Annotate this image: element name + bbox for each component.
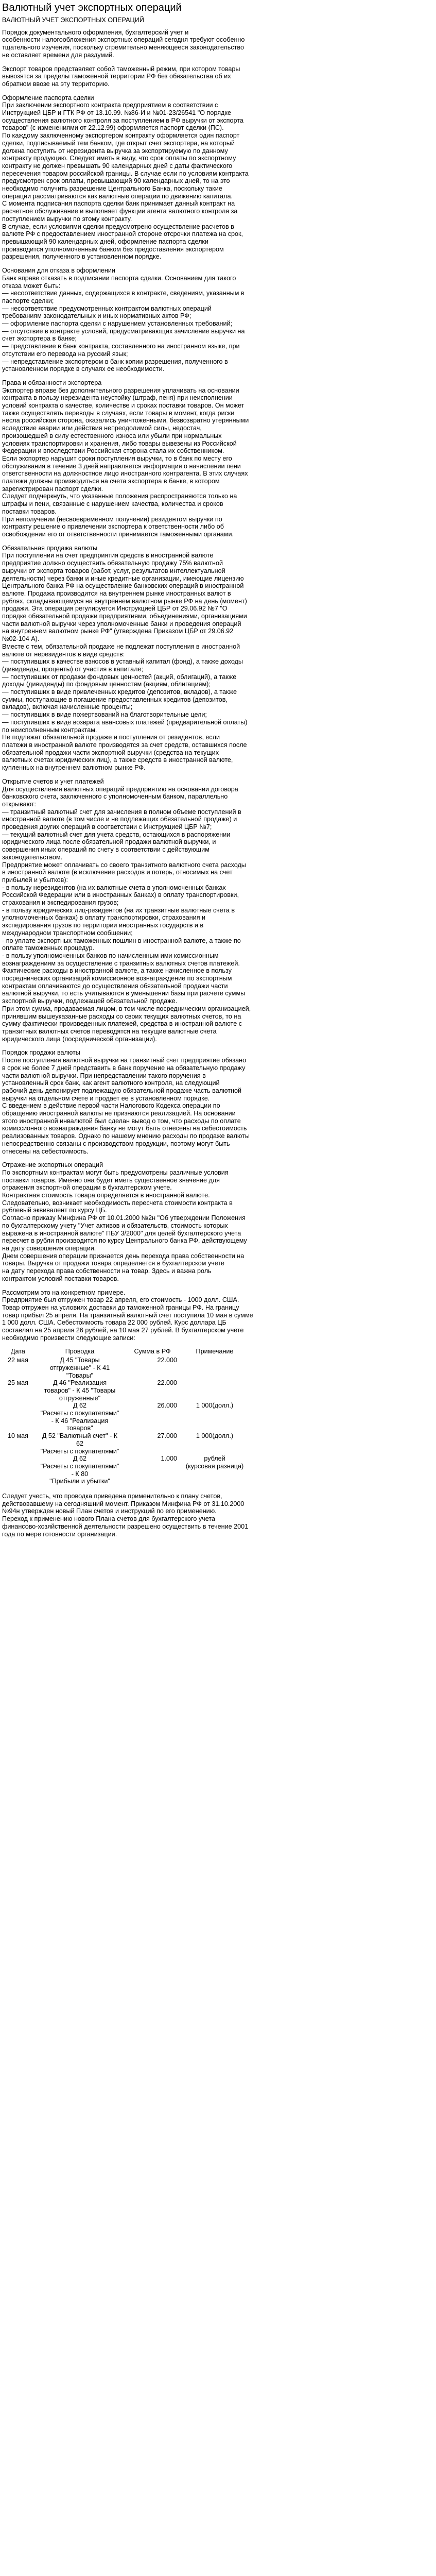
text-line: обратном ввозе на эту территорию. [2,80,110,88]
page-subtitle: ВАЛЮТНЫЙ УЧЕТ ЭКСПОРТНЫХ ОПЕРАЦИЙ [2,16,144,24]
text-line: контрактом условий поставки товаров. [2,1275,119,1282]
entry-sum: 22.000 [157,1357,177,1364]
text-line: сделки, подписываемый тем банком, где открыт счет экспортера, на который [2,139,235,147]
text-line: контракту продукцию. Следует иметь в виду, что срок оплаты по экспортному [2,155,236,162]
text-line: должна поступить от нерезидента выручка за экспортируемую по данному [2,147,228,155]
paragraph [2,65,433,88]
text-line: валюте от нерезидентов в виде средств: [2,650,125,658]
text-line: Экспорт товаров представляет собой таможенный режим, при котором товары [2,65,240,73]
text-line: на внутреннем валютном рынке РФ" (утверждена Приказом ЦБР от 29.06.92 [2,628,234,635]
text-line: — несоответствие данных, содержащихся в контракте, сведениям, указанным в [2,290,245,297]
posting-line: Д 62 [73,1402,87,1410]
entry-posting [34,1455,126,1485]
text-line: Следовательно, возникает необходимость пересчета стоимости контракта в [2,1199,233,1207]
posting-line: "Товары" [66,1371,94,1379]
text-line: — поступивших в виде пожертвований на благотворительные цели; [2,711,207,719]
text-line: отнесены на себестоимость. [2,1147,89,1155]
text-line: Предприятие был отгружен товар 22 апреля, его стоимость - 1000 долл. США. [2,1296,239,1304]
text-line: валютных счетах юридических лиц), а также средств в иностранной валюте, [2,756,233,764]
text-line: контрактам оплачиваются до осуществления обязательной продажи части [2,982,228,990]
paragraph [2,1049,433,1155]
text-line: Основания для отказа в оформлении [2,267,115,275]
paragraph [2,29,433,59]
text-line: особенности налогообложения экспортных операций сегодня требуют особенно [2,36,245,44]
entry-date [2,1455,34,1485]
text-line: — поступивших в виде возврата авансовых платежей (предварительной оплаты) [2,718,248,726]
posting-line: отгруженные" [59,1394,101,1402]
paragraph [2,267,433,373]
text-line: №94н утвержден новый План счетов и инструкций по его применению. [2,1507,217,1515]
text-line: обслуживания в течение 3 дней направляется информация о начислении пени [2,462,241,470]
paragraph [2,1161,433,1282]
entry-sum: 26.000 [157,1402,177,1410]
text-line: (дивиденды, проценты) от участия в капитале; [2,665,143,673]
entry-date: 10 мая [8,1432,28,1440]
posting-line: "Расчеты с покупателями" [40,1462,119,1470]
text-line: прибылей и убытков): [2,876,68,884]
text-line: составлял на 25 апреля 26 рублей, на 10 мая 27 рублей. В бухгалтерском учете [2,1327,244,1334]
text-line: не оставляет времени для раздумий. [2,51,114,59]
paragraph [2,94,433,261]
text-line: — непредставление экспортером в банк копии разрешения, полученного в [2,358,228,365]
text-line: - в пользу уполномоченных банков по начисленным ими комиссионным [2,952,219,959]
text-line: Российской Федерации или в иностранных банках) в оплату транспортировки, [2,891,239,899]
text-line: действовавшему на сегодняшний момент. Приказом Минфина РФ от 31.10.2000 [2,1500,245,1507]
text-line: проведения других операций в соответствии с Инструкцией ЦБР №7; [2,823,212,831]
posting-line: Д 45 "Товары [60,1357,100,1364]
text-line: Рассмотрим это на конкретном примере. [2,1289,126,1296]
posting-line: товаров" [66,1425,93,1432]
text-line: юридического лица (посреднической организации). [2,1035,157,1043]
entry-date [2,1402,34,1432]
text-line: деятельности) через банки и иные кредитные организации, имеющие лицензию [2,574,244,582]
text-line: на дату совершения операции. [2,1244,96,1252]
posting-line: - К 80 [71,1470,89,1478]
text-line: Не подлежат обязательной продаже и поступления от резидентов, если [2,734,220,741]
text-line: платежи должны производиться на счета экспортера в банке, в котором [2,478,220,485]
text-line: Следует учесть, что проводка приведена применительно к плану счетов, [2,1493,222,1500]
entry-posting [34,1432,126,1455]
text-line: Для осуществления валютных операций предприятию на основании договора [2,785,238,793]
paragraph [2,1289,433,1342]
column-header-date: Дата [11,1348,25,1355]
text-line: в срок не более 7 дней представить в банк поручение на обязательную продажу [2,1064,246,1072]
table-row [2,1357,250,1379]
text-line: открывают: [2,800,37,808]
text-line: реализованных товаров. Однако по нашему мнению расходы по продаже валюты [2,1132,250,1140]
text-line: — транзитный валютный счет для зачисления в полном объеме поступлений в [2,808,241,816]
text-line: Предприятие может оплачивать со своего транзитного валютного счета расходы [2,861,246,869]
text-line: — поступивших в виде привлеченных кредитов (депозитов, вкладов), а также [2,688,237,696]
text-line: года по мере готовности организации. [2,1530,117,1538]
text-line: предприятие должно осуществить обязательную продажу 75% валютной [2,560,223,567]
entry-sum: 1.000 [161,1455,177,1463]
text-line: совершения иных операций по счету в соответствии с действующим [2,846,210,854]
entry-note [179,1455,250,1485]
text-line: - в пользу юридических лиц-резидентов (на их транзитные валютные счета в [2,906,235,914]
text-line: продажи. Эта операция регулируется Инструкцией ЦБР от 29.06.92 №7 "О [2,605,228,613]
text-line: товар прибыл 25 апреля. На транзитный валютный счет поступила 10 мая в сумме [2,1311,253,1319]
text-line: зарегистрирован паспорт сделки. [2,485,103,493]
text-line: банковского счета, заключенного с уполномоченным банком, параллельно [2,793,228,801]
text-line: — представление в банк контракта, составленного на иностранном языке, при [2,343,240,350]
text-line: При неполучении (несвоевременном получении) резидентом выручки по [2,515,222,523]
table-row [2,1432,250,1455]
text-line: — поступивших от продажи фондовых ценностей (акций, облигаций), а также [2,673,237,681]
text-line: Оформление паспорта сделки [2,94,94,101]
text-line: предусмотрен срок оплаты, превышающий 90 календарных дней, то на это [2,177,230,185]
text-line: штрафы и пени, связанные с нарушением качества, количества и сроков [2,500,223,508]
table-body [2,1357,250,1485]
text-line: С введением в действие первой части Налогового Кодекса операции по [2,1102,220,1110]
text-line: поступлением выручки по этому контракту. [2,215,132,223]
text-line: необходимо произвести следующие записи: [2,1334,135,1342]
text-line: разрешения, полученного в установленном порядке. [2,253,162,261]
text-line: рублях, складывающемуся на внутреннем валютном рынке РФ на день (момент) [2,597,247,605]
posting-line: отгруженные" - К 41 [49,1364,110,1371]
text-line: Переход к применению нового Плана счетов для бухгалтерского учета [2,1515,215,1523]
posting-line: "Прибыли и убытки" [49,1478,110,1485]
text-line: превышающий 90 календарных дней, оформление паспорта сделки [2,238,208,245]
entry-note [179,1357,250,1379]
text-line: также осуществлять переводы в случаях, если товары в момент, когда риски [2,409,235,417]
text-line: по неисполненным контрактам. [2,726,97,734]
text-line: По каждому заключенному экспортером контракту оформляется один паспорт [2,132,240,140]
text-line: по бухгалтерскому учету "Учет активов и обязательств, стоимость которых [2,1222,228,1229]
text-line: паспорте сделки; [2,297,54,304]
text-line: порядке обязательной продажи предприятиями, объединениями, организациями [2,613,247,620]
text-line: суммы, поступающие в погашение предоставленных кредитов (депозитов, [2,696,228,703]
text-line: выражена в иностранной валюте" ПБУ 3/2000" для целей бухгалтерского учета [2,1229,241,1237]
text-line: Федерации и впоследствии Российская сторона стала их собственником. [2,447,224,455]
entry-note [179,1432,250,1455]
text-line: счет экспортера в банке; [2,335,77,343]
text-line: валютной выручки, то есть учитываются в уменьшении базы при расчете суммы [2,990,246,997]
entry-posting [34,1402,126,1432]
text-line: освобождении его от ответственности принимается таможенными органами. [2,531,234,538]
table-row [2,1455,250,1485]
text-line: необходимо получить разрешение Центрального Банка, поскольку такие [2,185,222,193]
text-line: производится уполномоченным банком без предоставления экспортером [2,245,224,253]
text-line: При этом сумма, продаваемая лицом, в том числе посредническим организацией, [2,1005,251,1012]
text-line: рублевый эквивалент по курсу ЦБ. [2,1207,107,1214]
text-line: юридического лица после обязательной продажи валютной выручки, и [2,838,216,846]
paragraph [2,545,433,772]
text-line: законодательством. [2,853,63,861]
table-row [2,1402,250,1432]
text-line: рабочий день депонирует подлежащую обязательной продаже часть валютной [2,1087,241,1094]
text-line: вкладов), включая начисленные проценты; [2,703,133,711]
text-line: принявшим вышеуказанные расходы со своих текущих валютных счетов, то на [2,1012,241,1020]
text-line: Отражение экспортных операций [2,1161,103,1169]
text-line: на дату перехода права собственности на товар. Здесь и важна роль [2,1267,212,1275]
text-line: условий контракта о качестве, количестве и сроках поставки товаров. Он может [2,402,245,410]
text-line: экспедирования грузов по территории иностранных государств и в [2,922,204,929]
text-line: вознаграждениям за осуществление с транзитных валютных счетов платежей. [2,959,240,967]
posting-line: 62 [76,1439,83,1447]
text-line: отказа может быть: [2,282,61,290]
text-line: экспортной выручки, подлежащей обязательной продаже. [2,997,178,1005]
text-line: — отсутствие в контракте условий, предусматривающих зачисление выручки на [2,327,245,335]
text-line: установленный срок банк, как агент валютного контроля, на следующий [2,1079,220,1087]
text-line: пересечения товаром российской границы. В случае если по условиям контракта [2,170,249,177]
page-title: Валютный учет экспортных операций [2,2,182,13]
text-line: Если экспортер нарушит сроки поступления выручки, то в банк по месту его [2,454,232,462]
posting-line: Д 46 "Реализация [53,1379,107,1387]
note-line: 1 000(долл.) [196,1402,234,1410]
text-line: контракту не должен превышать 90 календарных дней с даты фактического [2,162,233,170]
text-line: отражения экспортной операции в бухгалтерском учете. [2,1184,172,1192]
text-line: уполномоченных банках) в оплату транспортировки, страхования и [2,914,206,922]
text-line: требованиям законодательных и иных нормативных актов РФ; [2,312,191,320]
note-line: 1 000(долл.) [196,1432,234,1440]
text-line: вывозятся за пределы таможенной территории РФ без обязательства об их [2,73,231,80]
text-line: расчетное обслуживание и выполняет функции агента валютного контроля за [2,208,238,215]
text-line: установленном порядке в случаях ее необходимости. [2,365,164,373]
text-line: Фактические расходы в иностранной валюте, а также начисленное в пользу [2,967,232,975]
note-line: (курсовая разница) [185,1462,244,1470]
entry-note [179,1402,250,1432]
closing-paragraph [2,1493,433,1538]
text-line: комиссионного вознаграждения банку не могут быть отнесены на себестоимость [2,1125,247,1132]
text-line: ответственности на должностное лицо иностранного контрагента. В этих случаях [2,470,248,478]
text-line: валюте РФ с предоставлением иностранной стороне отсрочки платежа на срок, [2,230,243,238]
text-line: Порядок документального оформления, бухгалтерский учет и [2,28,189,36]
text-line: Согласно приказу Минфина РФ от 10.01.2000 №2н "Об утверждении Положения [2,1214,246,1222]
text-line: условиях транспортировки и хранения, либо товары вывезены из Российской [2,439,237,447]
posting-line: "Расчеты с покупателями" [40,1410,119,1417]
text-line: непосредственно связаны с производством продукции, поэтому могут быть [2,1140,230,1147]
text-line: С момента подписания паспорта сделки банк принимает данный контракт на [2,200,235,208]
text-line: — текущий валютный счет для учета средств, остающихся в распоряжении [2,831,231,838]
column-header-sum: Сумма в РФ [134,1348,171,1355]
text-line: вследствие аварии или действия непреодолимой силы, недостач, [2,425,202,432]
text-line: Экспортер вправе без дополнительного разрешения уплачивать на основании [2,386,239,394]
table-header-row [2,1348,250,1357]
posting-line: Д 52 "Валютный счет" - К [42,1432,118,1440]
entry-date: 22 мая [8,1357,28,1364]
entry-posting [34,1379,126,1402]
text-line: несла российская сторона, оказались уничтоженными, безвозвратно утерянными [2,417,249,425]
text-line: Днем совершения операции признается день перехода права собственности на [2,1252,245,1260]
text-line: пересчет в рубли производится по курсу Центрального банка РФ, действующему [2,1237,247,1245]
text-line: посреднических организаций комиссионное вознаграждение по экспортным [2,975,232,982]
text-line: отсутствии его перевода на русский язык; [2,350,128,358]
text-line: поставки товаров. [2,507,57,515]
text-line: товары. Выручка от продажи товара определяется в бухгалтерском учете [2,1260,224,1267]
text-line: части валютной выручки через уполномоченные банки и проведения операций [2,620,241,628]
text-line: - по уплате экспортных таможенных пошлин в иностранной валюте, а также по [2,937,241,944]
text-line: финансово-хозяйственной деятельности разрешено осуществить в течение 2001 [2,1522,249,1530]
column-header-entry: Проводка [65,1348,95,1355]
text-line: поставки товаров. Именно она будет иметь существенное значение для [2,1176,220,1184]
text-line: Обязательная продажа валюты [2,544,98,552]
entry-posting [34,1357,126,1379]
text-line: Следует подчеркнуть, что указанные положения распространяются только на [2,493,237,500]
text-line: При заключении экспортного контракта предприятием в соответствии с [2,101,218,109]
text-line: в иностранной валюте (в исключение расходов и потерь, относимых на счет [2,869,233,876]
text-line: — несоответствие предусмотренных контрактом валютных операций [2,304,212,312]
entry-sum: 27.000 [157,1432,177,1440]
text-line: Контрактная стоимость товара определяется в иностранной валюте. [2,1192,210,1199]
paragraph [2,379,433,538]
text-line: Товар отгружен на условиях доставки до таможенной границы РФ. На границу [2,1303,239,1311]
text-line: международном транспортном сообщении; [2,929,133,937]
text-line: Права и обязанности экспортера [2,379,102,386]
paragraph [2,778,433,1043]
table-row [2,1379,250,1402]
text-line: купленных на внутреннем валютном рынке РФ. [2,764,146,772]
text-line: иностранной валюте (в том числе и не подлежащих обязательной продаже) и [2,816,237,823]
text-line: этого иностранной инвалютой был сделан вывод о том, что расходы по оплате [2,1117,241,1125]
entry-note [179,1379,250,1402]
text-line: Порядок продажи валюты [2,1049,80,1057]
posting-line: товаров" - К 45 "Товары [44,1386,116,1394]
text-line: платежи в иностранной валюте производятся за счет средств, оставшихся после [2,741,247,749]
note-line: рублей [204,1455,225,1463]
text-line: тщательного изучения, поскольку стремительно меняющееся законодательство [2,44,244,52]
text-line: выручки от экспорта товаров (работ, услуг, результатов интеллектуальной [2,567,225,574]
text-line: части валютной выручки. При непредставлении такого поручения в [2,1072,206,1079]
text-line: 1 000 долл. США. Себестоимость товара 22 000 рублей. Курс доллара ЦБ [2,1319,226,1327]
column-header-note: Примечание [196,1348,234,1355]
text-line: Открытие счетов и учет платежей [2,777,104,785]
text-line: №02-104 А). [2,635,40,643]
text-line: транзитных валютных счетов переводятся на текущие валютные счета [2,1028,217,1035]
text-line: — оформление паспорта сделки с нарушением установленных требований; [2,320,233,328]
entry-sum: 22.000 [157,1379,177,1387]
posting-line: "Расчеты с покупателями" [40,1447,119,1455]
text-line: - в пользу нерезидентов (на их валютные счета в уполномоченных банках [2,884,226,891]
text-line: По экспортным контрактам могут быть предусмотрены различные условия [2,1168,229,1176]
text-line: осуществления валютного контроля за поступлением в РФ выручки от экспорта [2,116,243,124]
text-line: обращению иностранной валюты не признаются реализацией. На основании [2,1110,236,1117]
entry-date: 25 мая [8,1379,28,1387]
article-body [2,29,433,1342]
text-line: Вместе с тем, обязательной продаже не подлежат поступления в иностранной [2,642,240,650]
text-line: В случае, если условиями сделки предусмотрено осуществление расчетов в [2,223,234,230]
text-line: выручки на отдельном счете и продает ее в установленном порядке. [2,1094,210,1102]
posting-line: - К 46 "Реализация [51,1417,109,1425]
text-line: операции рассматриваются как валютные операции по движению капитала. [2,192,233,200]
posting-line: Д 62 [73,1455,87,1463]
text-line: — поступивших в качестве взносов в уставный капитал (фонд), а также доходы [2,658,243,666]
text-line: валюте. Продажа производится на внутреннем рынке иностранных валют в [2,589,231,597]
text-line: Центрального банка РФ на осуществление банковских операций в иностранной [2,582,244,590]
text-line: После поступления валютной выручки на транзитный счет предприятие обязано [2,1057,247,1064]
text-line: оплате таможенных процедур. [2,944,94,952]
accounting-entries-table [2,1348,250,1485]
text-line: доходы (дивиденды) по фондовым ценностям (акциям, облигациям); [2,681,211,688]
text-line: контракта в пользу нерезидента неустойку (штраф, пеня) при неисполнении [2,394,233,402]
text-line: произошедшей в силу естественного износа или убыли при нормальных [2,432,222,439]
text-line: Инструкцией ЦБР и ГТК РФ от 13.10.99. №86-И и №01-23/26541 "О порядке [2,109,232,117]
text-line: контракту решение о привлечении экспортера к ответственности либо об [2,523,224,531]
text-line: Банк вправе отказать в подписании паспорта сделки. Основанием для такого [2,274,236,282]
text-line: страхования и экспедирования грузов; [2,899,119,907]
text-line: товаров" (с изменениями от 22.12.99) оформляется паспорт сделки (ПС). [2,124,224,132]
text-line: сумму фактически произведенных платежей, средства в иностранной валюте с [2,1020,242,1028]
text-line: обязательной продажи части экспортной выручки (средства на текущих [2,749,219,756]
text-line: При поступлении на счет предприятия средств в иностранной валюте [2,552,214,560]
